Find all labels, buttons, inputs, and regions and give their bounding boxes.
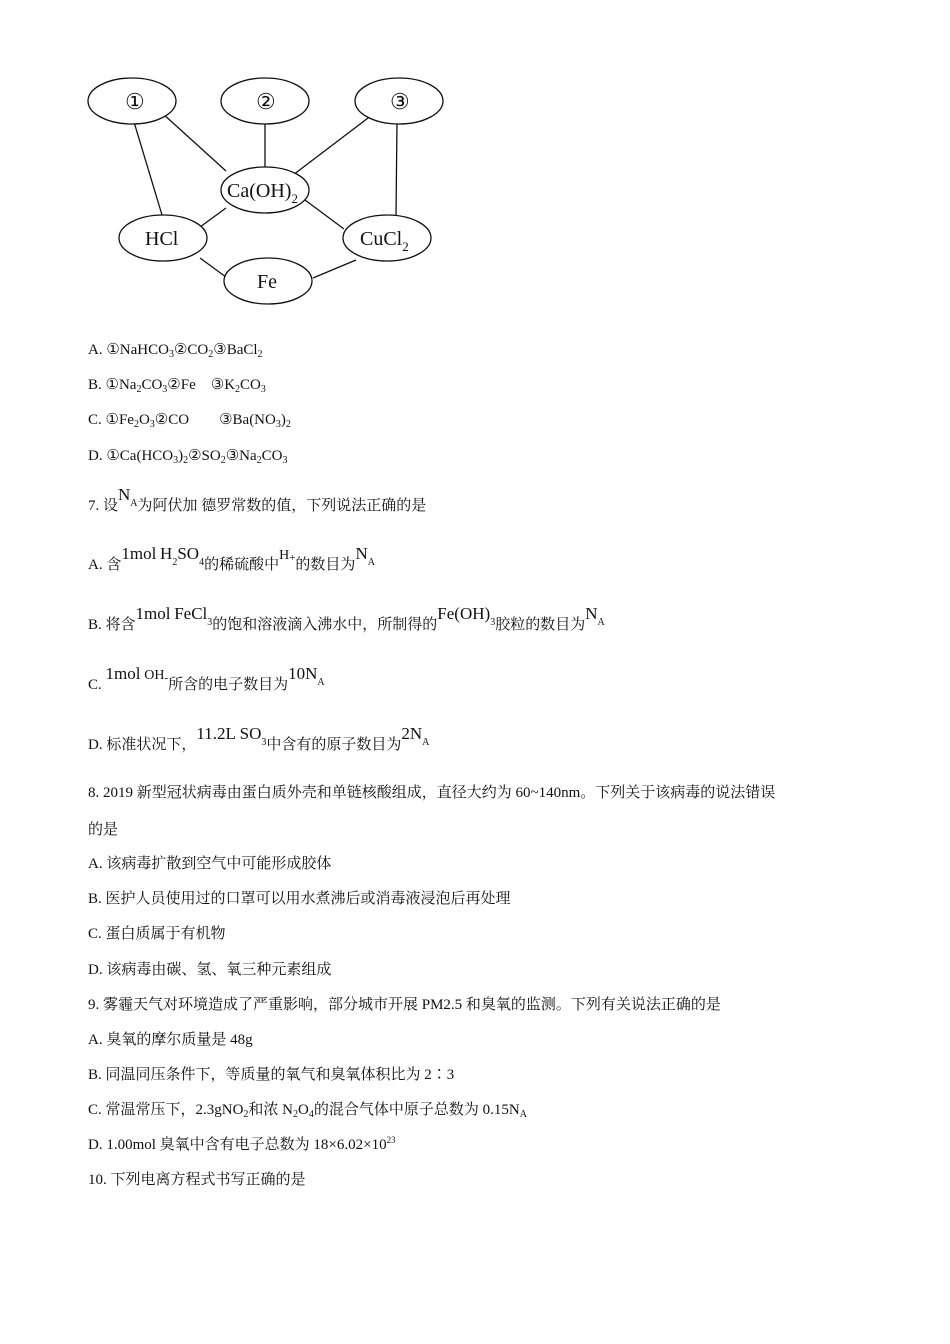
q9-option-d: D. 1.00mol 臭氧中含有电子总数为 $18\times 6.02\times 10^{23}$ bbox=[88, 1135, 396, 1153]
q9-option-a: A. 臭氧的摩尔质量是 48g bbox=[88, 1032, 253, 1048]
edge-1-hcl bbox=[134, 122, 162, 215]
edge-center-cucl2 bbox=[305, 200, 344, 229]
q7-option-c: C. 1mol OH-所含的电子数目为$10N^A$ bbox=[88, 664, 325, 693]
q8-option-b: B. 医护人员使用过的口罩可以用水煮沸后或消毒液浸泡后再处理 bbox=[88, 891, 511, 907]
q8-stem-line1: 8. 2019 新型冠状病毒由蛋白质外壳和单链核酸组成，直径大约为 60~140nm。下列关于该病毒的说法错误 bbox=[88, 785, 776, 801]
edge-1-center bbox=[162, 113, 226, 171]
q8-option-a: A. 该病毒扩散到空气中可能形成胶体 bbox=[88, 856, 332, 872]
q7-stem: 7. 设$N^A$为阿伏加 德罗常数的值，下列说法正确的是 bbox=[88, 485, 427, 514]
q8-option-c: C. 蛋白质属于有机物 bbox=[88, 926, 226, 942]
edge-3-center bbox=[293, 115, 372, 175]
q10-stem: 10. 下列电离方程式书写正确的是 bbox=[88, 1172, 306, 1188]
q6-option-a: A. $①NaHCO_3②CO_2③BaCl_2$ bbox=[88, 342, 263, 360]
q9-option-c: C. 常温常压下，2.3gNO$_2$和浓 $N_2O_4$的混合气体中原子总数为 $0.15N_A$ bbox=[88, 1102, 527, 1120]
edge-cucl2-fe bbox=[313, 260, 356, 278]
q7-option-b: B. 将含1mol FeCl$^3$的饱和溶液滴入沸水中，所制得的Fe(OH)$^3$胶粒的数目为$N^A$ bbox=[88, 604, 605, 633]
edge-center-hcl bbox=[200, 208, 226, 227]
node-center-label: $Ca(OH)_2$ bbox=[227, 180, 298, 206]
q6-option-b: B. $①Na_2CO_3②Fe$ $③K_2CO_3$ bbox=[88, 377, 266, 395]
q7-option-a: A. 含1mol $H^2SO^4$的稀硫酸中H+的数目为$N^A$ bbox=[88, 544, 375, 573]
node-cucl2-label: CuCl$_2$ bbox=[360, 228, 409, 254]
q6-option-c: C. $①Fe_2O_3②CO$ $③Ba(NO_3)_2$ bbox=[88, 412, 291, 430]
node-hcl-label: HCl bbox=[145, 228, 179, 250]
q8-option-d: D. 该病毒由碳、氢、氧三种元素组成 bbox=[88, 962, 332, 978]
q7-option-d: D. 标准状况下，11.2L $SO^3$中含有的原子数目为$2N^A$ bbox=[88, 724, 430, 753]
q9-option-b: B. 同温同压条件下，等质量的氧气和臭氧体积比为 2∶3 bbox=[88, 1067, 455, 1083]
q8-stem-line2: 的是 bbox=[88, 822, 119, 838]
q6-option-d: D. $①Ca(HCO_3)_2②SO_2③Na_2CO_3$ bbox=[88, 448, 288, 466]
node-3-label: ③ bbox=[390, 89, 410, 114]
reaction-diagram-svg bbox=[80, 75, 460, 315]
node-1-label: ① bbox=[125, 89, 145, 114]
q9-stem: 9. 雾霾天气对环境造成了严重影响，部分城市开展 PM2.5 和臭氧的监测。下列有关说法正确的是 bbox=[88, 997, 721, 1013]
node-fe-label: Fe bbox=[257, 271, 277, 293]
node-2-label: ② bbox=[256, 89, 276, 114]
edge-3-cucl2 bbox=[396, 122, 397, 216]
reaction-diagram bbox=[80, 75, 460, 315]
